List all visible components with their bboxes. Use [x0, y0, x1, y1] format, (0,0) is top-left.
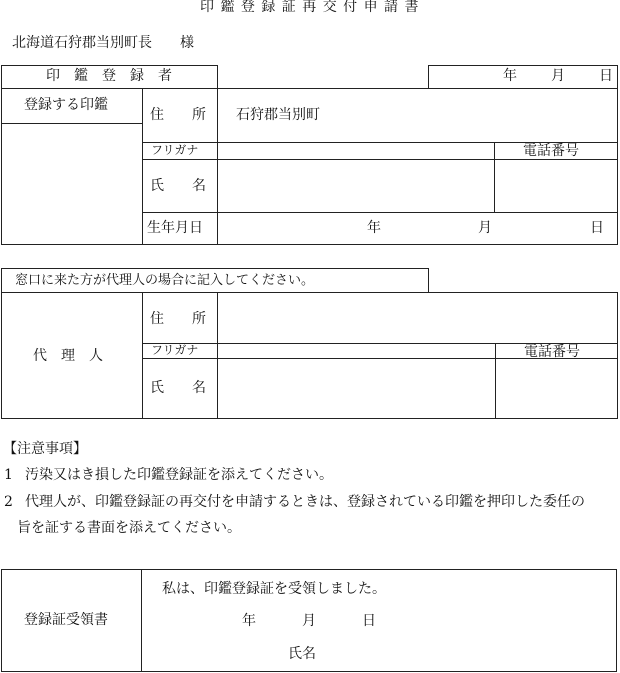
receipt-day: 日	[362, 613, 376, 629]
registrant-furigana-input[interactable]	[218, 143, 493, 159]
seal-area[interactable]	[2, 124, 142, 244]
birthdate-year: 年	[367, 220, 381, 236]
proxy-address-label: 住 所	[150, 311, 206, 327]
proxy-label: 代 理 人	[33, 348, 103, 364]
seal-label: 登録する印鑑	[24, 97, 108, 113]
registrant-furigana-label: フリガナ	[151, 143, 199, 157]
registrant-name-label: 氏 名	[150, 178, 206, 194]
registrant-header: 印 鑑 登 録 者	[46, 68, 172, 84]
proxy-address-input[interactable]	[218, 293, 616, 342]
receipt-name-input[interactable]	[322, 642, 612, 666]
addressee: 北海道石狩郡当別町長 様	[12, 35, 194, 51]
registrant-name-input[interactable]	[218, 160, 493, 212]
receipt-name-label: 氏名	[288, 646, 316, 662]
receipt-statement: 私は、印鑑登録証を受領しました。	[162, 581, 386, 597]
proxy-phone-label: 電話番号	[524, 344, 580, 360]
receipt-year: 年	[242, 613, 256, 629]
receipt-month: 月	[302, 613, 316, 629]
registrant-address-value[interactable]: 石狩郡当別町	[236, 107, 320, 123]
proxy-furigana-label: フリガナ	[151, 343, 199, 357]
note-text: 汚染又はき損した印鑑登録証を添えてください。	[25, 467, 333, 483]
registration-date-year: 年	[503, 68, 517, 84]
notes-heading: 【注意事項】	[3, 441, 87, 457]
receipt-label: 登録証受領書	[24, 612, 108, 628]
proxy-name-input[interactable]	[218, 359, 494, 417]
proxy-name-label: 氏 名	[150, 380, 206, 396]
form-title: 印 鑑 登 録 証 再 交 付 申 請 書	[200, 0, 420, 15]
birthdate-label: 生年月日	[147, 220, 203, 236]
proxy-instruction: 窓口に来た方が代理人の場合に記入してください。	[15, 273, 315, 288]
note-text-continued: 旨を証する書面を添えてください。	[17, 520, 241, 536]
proxy-furigana-input[interactable]	[218, 344, 494, 358]
proxy-phone-input[interactable]	[496, 359, 616, 417]
registration-date-month: 月	[551, 68, 565, 84]
note-number: 1	[4, 467, 13, 483]
registration-date-day: 日	[599, 68, 613, 84]
note-number: 2	[4, 494, 13, 510]
note-text: 代理人が、印鑑登録証の再交付を申請するときは、登録されている印鑑を押印した委任の	[25, 494, 585, 510]
registrant-phone-input[interactable]	[495, 160, 616, 212]
registrant-address-label: 住 所	[150, 107, 206, 123]
birthdate-day: 日	[590, 220, 604, 236]
birthdate-month: 月	[478, 220, 492, 236]
registrant-phone-label: 電話番号	[523, 143, 579, 159]
